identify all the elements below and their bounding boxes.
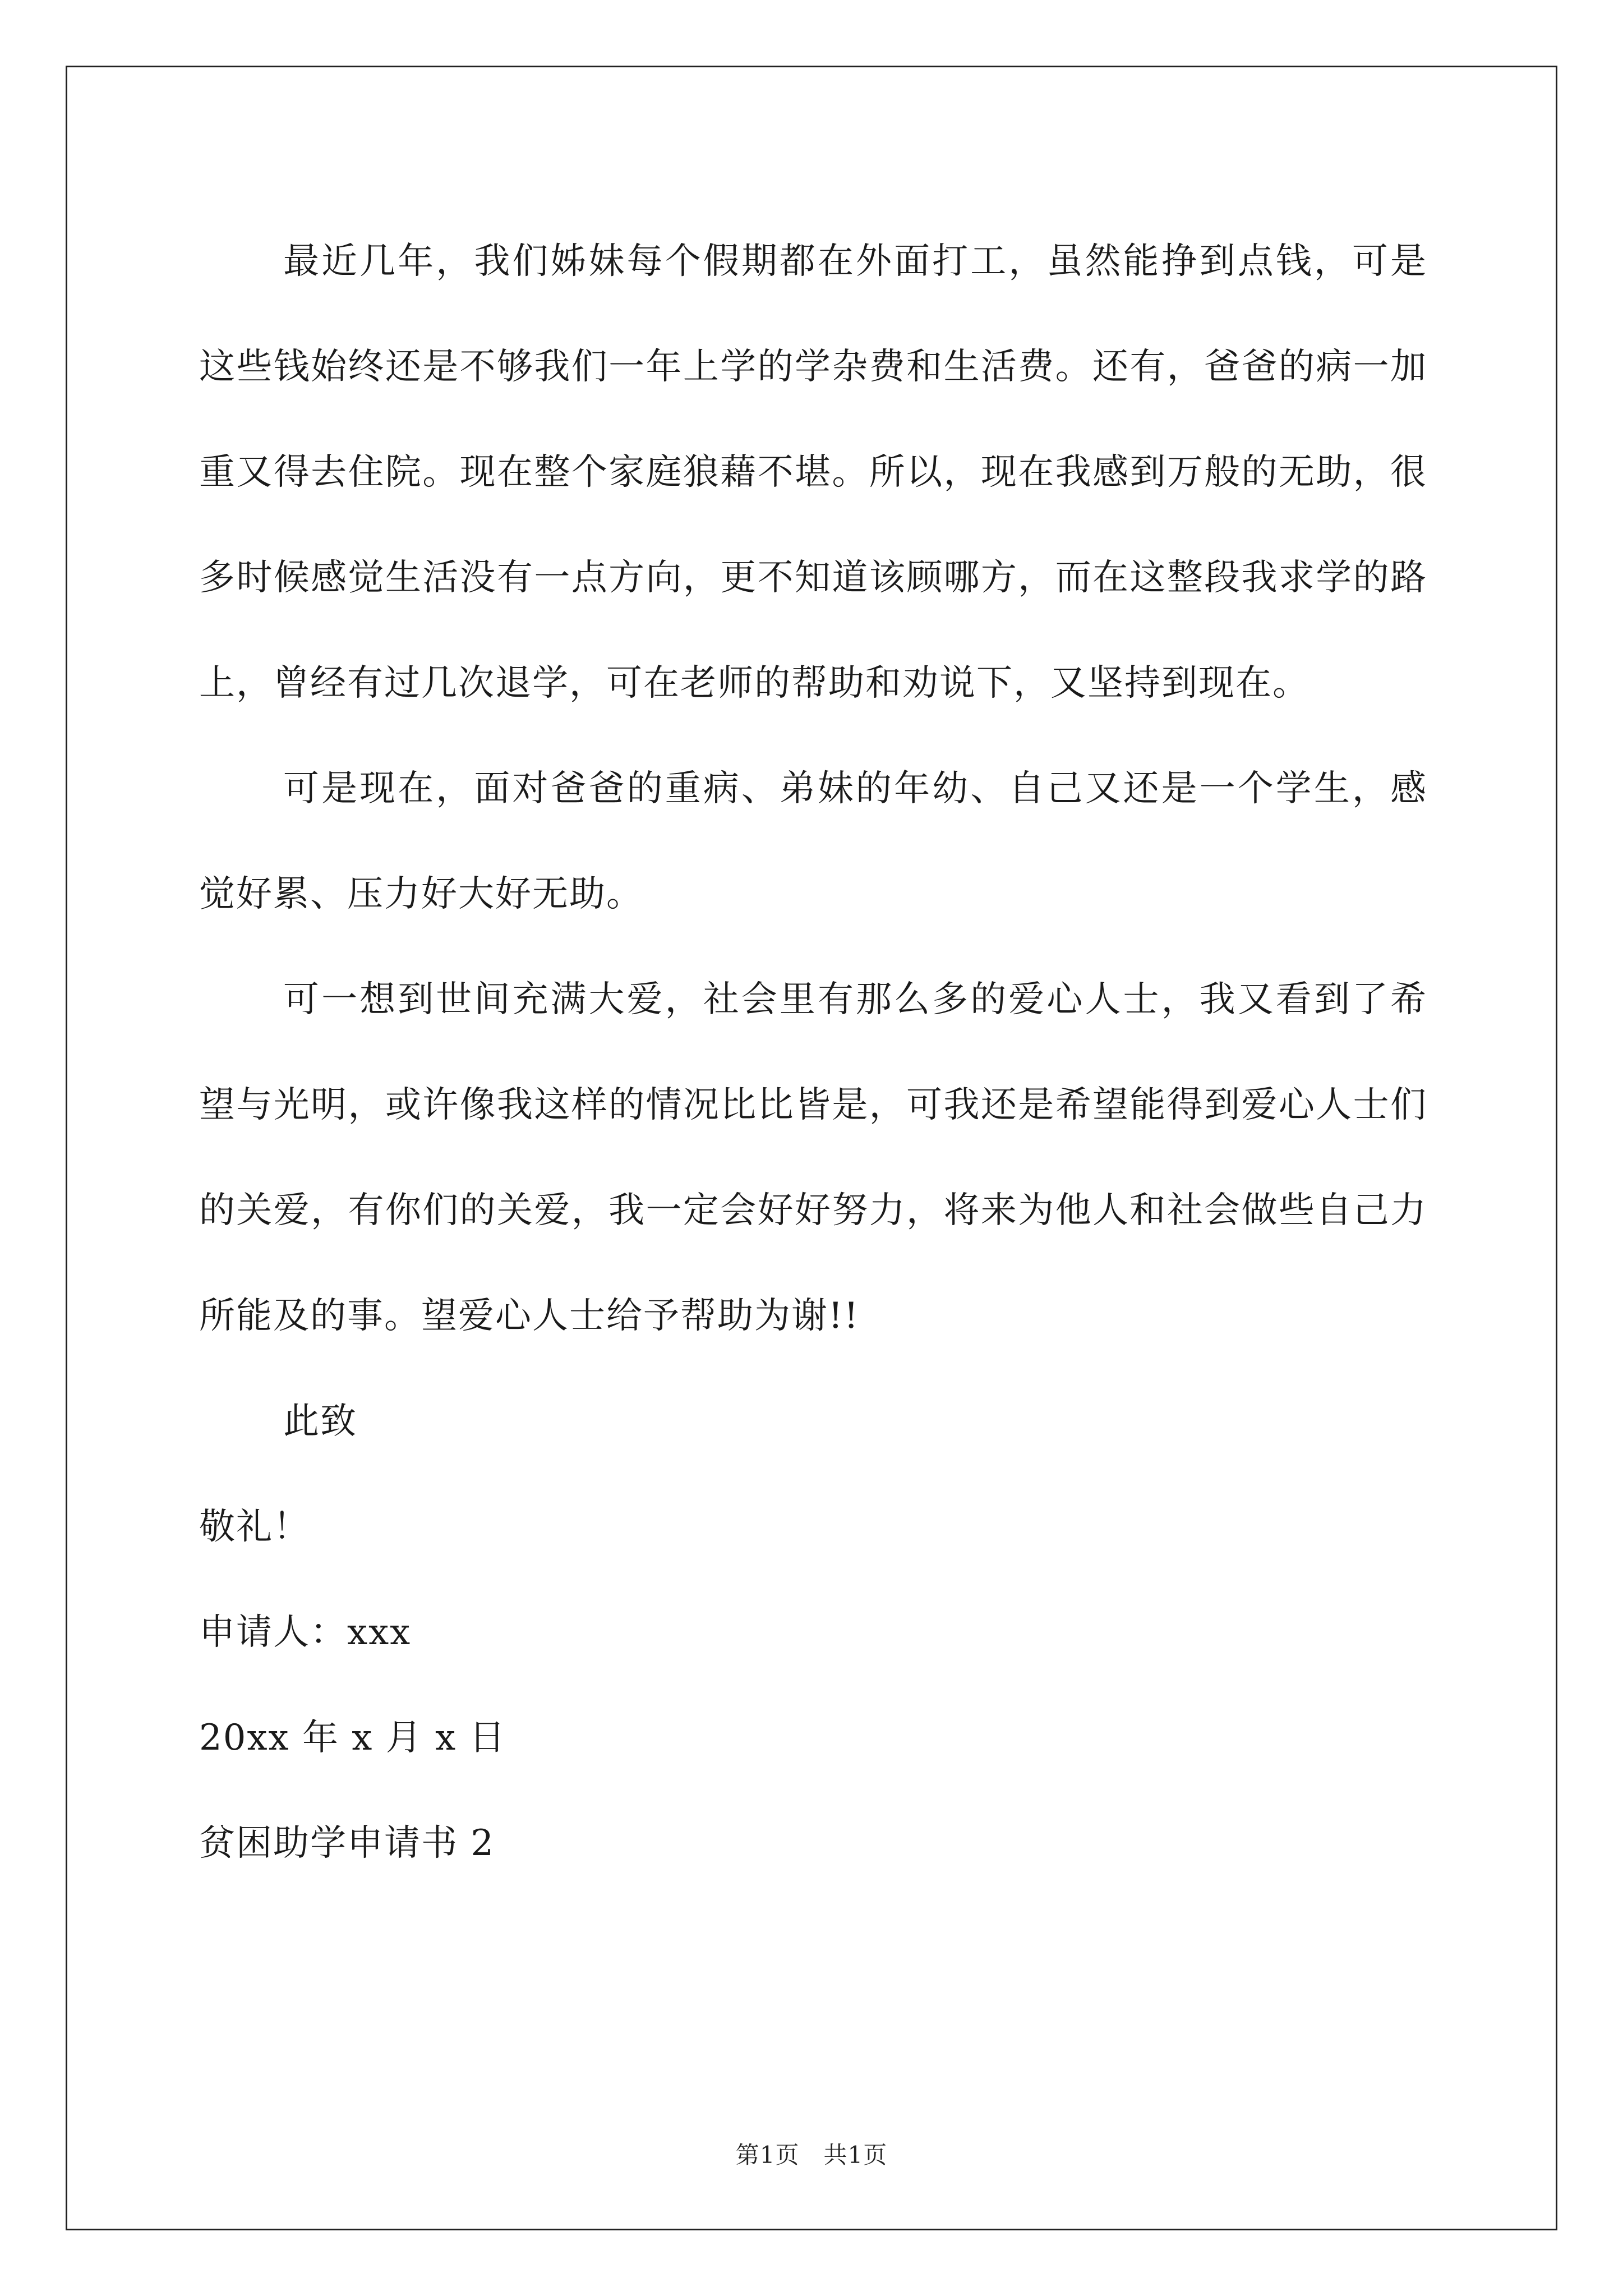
application-date: 20xx 年 x 月 x 日 [199,1717,506,1759]
next-document-title: 贫困助学申请书 2 [199,1823,495,1864]
paragraph-2: 可是现在，面对爸爸的重病、弟妹的年幼、自己又还是一个学生，感觉好累、压力好大好无助。 [199,768,1427,915]
page-footer: 第1页 共1页 [735,2141,888,2169]
document-body [199,209,1427,1896]
paragraph-1: 最近几年，我们姊妹每个假期都在外面打工，虽然能挣到点钱，可是这些钱始终还是不够我们一年上学的学杂费和生活费。还有，爸爸的病一加重又得去住院。现在整个家庭狼藉不堪。所以，现在我感到万般的无助，很多时候感觉生活没有一点方向，更不知道该顾哪方，而在这整段我求学的路上，曾经有过几次退学，可在老师的帮助和劝说下，又坚持到现在。 [199,241,1427,704]
closing-salutation: 此致 [283,1401,357,1442]
closing-regards: 敬礼！ [199,1506,310,1548]
applicant-signature: 申请人：xxx [199,1612,412,1653]
paragraph-3: 可一想到世间充满大爱，社会里有那么多的爱心人士，我又看到了希望与光明，或许像我这样的情况比比皆是，可我还是希望能得到爱心人士们的关爱，有你们的关爱，我一定会好好努力，将来为他人和社会做些自己力所能及的事。望爱心人士给予帮助为谢!! [199,979,1427,1337]
